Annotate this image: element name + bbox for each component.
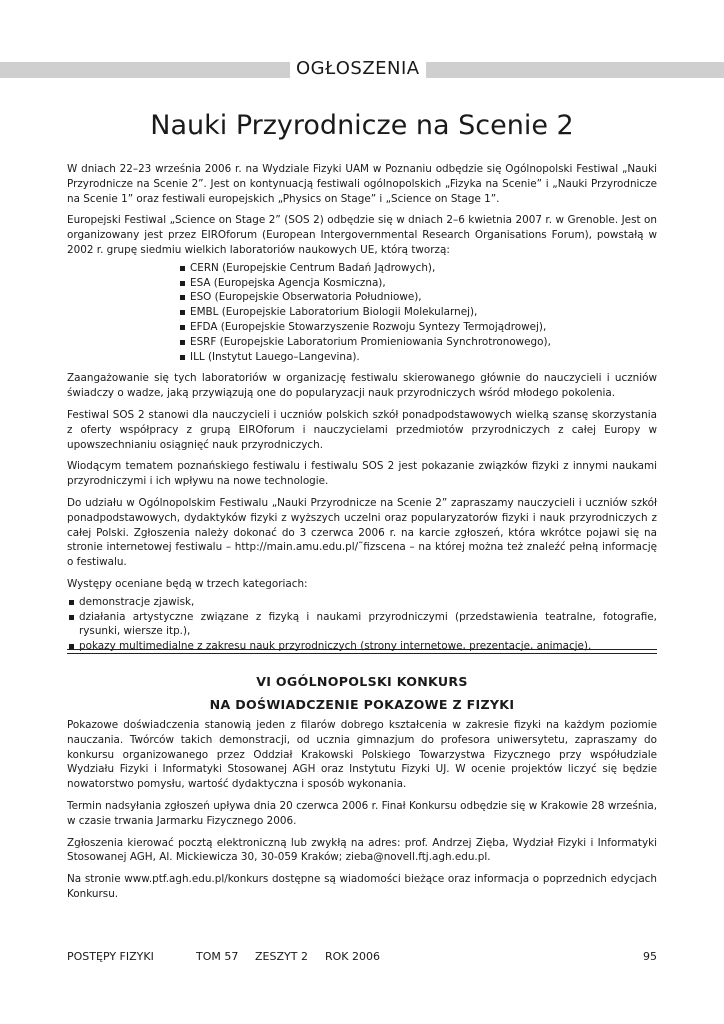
list-item: CERN (Europejskie Centrum Badań Jądrowych), [178,261,657,276]
laboratory-list [67,261,657,365]
divider [67,649,657,650]
list-item: pokazy multimedialne z zakresu nauk przyrodniczych (strony internetowe, prezentacje, animacje). [67,639,657,654]
article-body [67,162,657,654]
section-tag: OGŁOSZENIA [290,58,426,80]
journal-name: POSTĘPY FIZYKI [67,950,154,963]
list-item: ESRF (Europejskie Laboratorium Promieniowania Synchrotronowego), [178,335,657,350]
paragraph: Festiwal SOS 2 stanowi dla nauczycieli i uczniów polskich szkół ponadpodstawowych wielką szansę skorzystania z oferty współpracy z grupą EIROforum i nauczycielami przedmiotów przyrodniczych z całej Europy w upowszechnianiu osiągnięć nauk przyrodniczych. [67,408,657,451]
list-item: EMBL (Europejskie Laboratorium Biologii Molekularnej), [178,305,657,320]
paragraph: W dniach 22–23 września 2006 r. na Wydziale Fizyki UAM w Poznaniu odbędzie się Ogólnopolski Festiwal „Nauki Przyrodnicze na Scenie 2”. Jest on kontynuacją festiwali ogólnopolskich „Fizyka na Scenie” i „Nauki Przyrodnicze na Scenie 1” oraz festiwali europejskich „Physics on Stage” i „Science on Stage 1”. [67,163,657,205]
konkurs-heading-2: NA DOŚWIADCZENIE POKAZOWE Z FIZYKI [209,697,515,712]
paragraph: Do udziału w Ogólnopolskim Festiwalu „Nauki Przyrodnicze na Scenie 2” zapraszamy nauczycieli i uczniów szkół ponadpodstawowych, dydaktyków fizyki z wyższych uczelni oraz popularyzatorów fizyki i nauk przyrodniczych z całej Polski. Zgłoszenia należy dokonać do 3 czerwca 2006 r. na karcie zgłoszeń, która wkrótce pojawi się na stronie internetowej festiwalu – http://main.amu.edu.pl/˜fizscena – na której można też znaleźć pełną informację o festiwalu. [67,496,657,569]
konkurs-body [67,718,657,909]
paragraph: Termin nadsyłania zgłoszeń upływa dnia 20 czerwca 2006 r. Finał Konkursu odbędzie się w Krakowie 28 września, w czasie trwania Jarmarku Fizycznego 2006. [67,799,657,827]
list-item: ESO (Europejskie Obserwatoria Południowe), [178,290,657,305]
list-item: demonstracje zjawisk, [67,595,657,610]
paragraph: Zaangażowanie się tych laboratoriów w organizację festiwalu skierowanego głównie do nauczycieli i uczniów świadczy o wadze, jaką przywiązują one do popularyzacji nauk przyrodniczych wśród młodego pokolenia. [67,372,657,400]
divider [67,653,657,654]
volume-number: TOM 57 [196,950,239,963]
page-footer [67,950,657,966]
paragraph: Wiodącym tematem poznańskiego festiwalu i festiwalu SOS 2 jest pokazanie związków fizyki z innymi naukami przyrodniczymi i ich wpływu na nowe technologie. [67,460,657,488]
category-list [67,595,657,654]
paragraph: Na stronie www.ptf.agh.edu.pl/konkurs dostępne są wiadomości bieżące oraz informacja o poprzednich edycjach Konkursu. [67,873,657,900]
paragraph: Zgłoszenia kierować pocztą elektroniczną lub zwykłą na adres: prof. Andrzej Zięba, Wydział Fizyki i Informatyki Stosowanej AGH, Al. Mickiewicza 30, 30-059 Kraków; zieba@novell.ftj.agh.edu.pl. [67,836,657,864]
list-item: ILL (Instytut Lauego–Langevina). [178,350,657,365]
paragraph: Występy oceniane będą w trzech kategoriach: [67,577,308,590]
konkurs-heading-1: VI OGÓLNOPOLSKI KONKURS [256,674,468,689]
paragraph: Pokazowe doświadczenia stanowią jeden z filarów dobrego kształcenia w zakresie fizyki na każdym poziomie nauczania. Twórców takich demonstracji, od ucznia gimnazjum do profesora uniwersytetu, zapraszamy do konkursu organizowanego przez Oddział Krakowski Polskiego Towarzystwa Fizycznego przy współudziale Wydziału Fizyki i Informatyki Stosowanej AGH oraz Instytutu Fizyki UJ. W ocenie projektów liczyć się będzie nowatorstwo pomysłu, wartość dydaktyczna i sposób wykonania. [67,719,657,791]
list-item: EFDA (Europejskie Stowarzyszenie Rozwoju Syntezy Termojądrowej), [178,320,657,335]
issue-number: ZESZYT 2 [255,950,308,963]
article-title: Nauki Przyrodnicze na Scenie 2 [150,110,574,141]
list-item: ESA (Europejska Agencja Kosmiczna), [178,276,657,291]
page-number: 95 [643,950,657,963]
list-item: działania artystyczne związane z fizyką i naukami przyrodniczymi (przedstawienia teatralne, fotografie, rysunki, wiersze itp.), [67,610,657,640]
paragraph: Europejski Festiwal „Science on Stage 2” (SOS 2) odbędzie się w dniach 2–6 kwietnia 2007 r. w Grenoble. Jest on organizowany jest przez EIROforum (European Intergovernmental Research Organisations Forum), powstałą w 2002 r. grupę siedmiu wielkich laboratoriów naukowych UE, którą tworzą: [67,214,657,256]
year: ROK 2006 [325,950,381,963]
